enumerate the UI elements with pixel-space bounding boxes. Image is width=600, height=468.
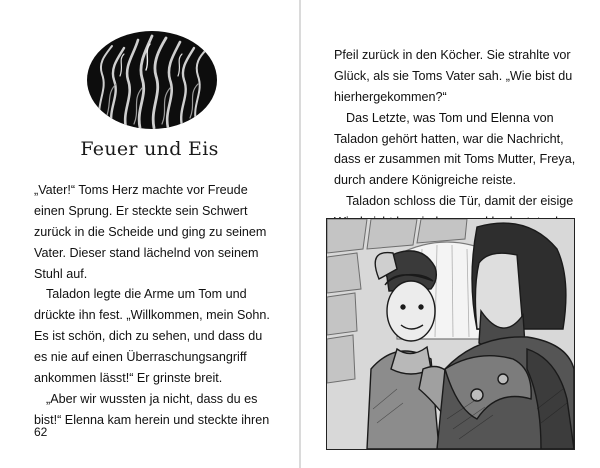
page-number: 62 xyxy=(34,425,48,439)
text-line: einen Sprung. Er steckte sein Schwert xyxy=(34,203,248,218)
chapter-title: Feuer und Eis xyxy=(80,138,219,160)
left-page-body-text xyxy=(34,180,274,431)
text-line: Es ist schön, dich zu sehen, und dass du xyxy=(34,329,263,344)
text-line: Taladon gehört hatten, war die Nachricht, xyxy=(334,131,564,146)
chapter-vignette-fire-emblem xyxy=(86,30,218,130)
right-page-body-text xyxy=(334,45,574,233)
left-page xyxy=(0,0,299,468)
text-line: Stuhl auf. xyxy=(34,266,88,281)
text-line: ankommen lässt!“ Er grinste breit. xyxy=(34,371,223,386)
text-line: durch andere Königreiche reiste. xyxy=(334,173,517,188)
text-line: zurück in die Scheide und ging zu seinem xyxy=(34,224,267,239)
text-line: „Vater!“ Toms Herz machte vor Freude xyxy=(34,183,248,197)
text-line: dass er zusammen mit Toms Mutter, Freya, xyxy=(334,152,576,167)
text-line: Vater. Dieser stand lächelnd von seinem xyxy=(34,245,259,260)
illustration-tom-and-taladon xyxy=(326,218,575,450)
text-line: Taladon schloss die Tür, damit der eisige xyxy=(346,194,574,209)
text-line: Taladon legte die Arme um Tom und xyxy=(46,287,247,302)
text-line: drückte ihn fest. „Willkommen, mein Sohn. xyxy=(34,308,270,323)
text-line: Das Letzte, was Tom und Elenna von xyxy=(346,110,554,125)
text-line: Pfeil zurück in den Köcher. Sie strahlte vor xyxy=(334,48,571,62)
text-line: bist!“ Elenna kam herein und steckte ihren xyxy=(34,412,270,427)
text-line: „Aber wir wussten ja nicht, dass du es xyxy=(46,391,258,406)
text-line: es nie auf einen Überraschungsangriff xyxy=(34,350,247,365)
text-line: hierhergekommen?“ xyxy=(334,89,447,104)
text-line: Glück, als sie Toms Vater sah. „Wie bist du xyxy=(334,68,573,83)
